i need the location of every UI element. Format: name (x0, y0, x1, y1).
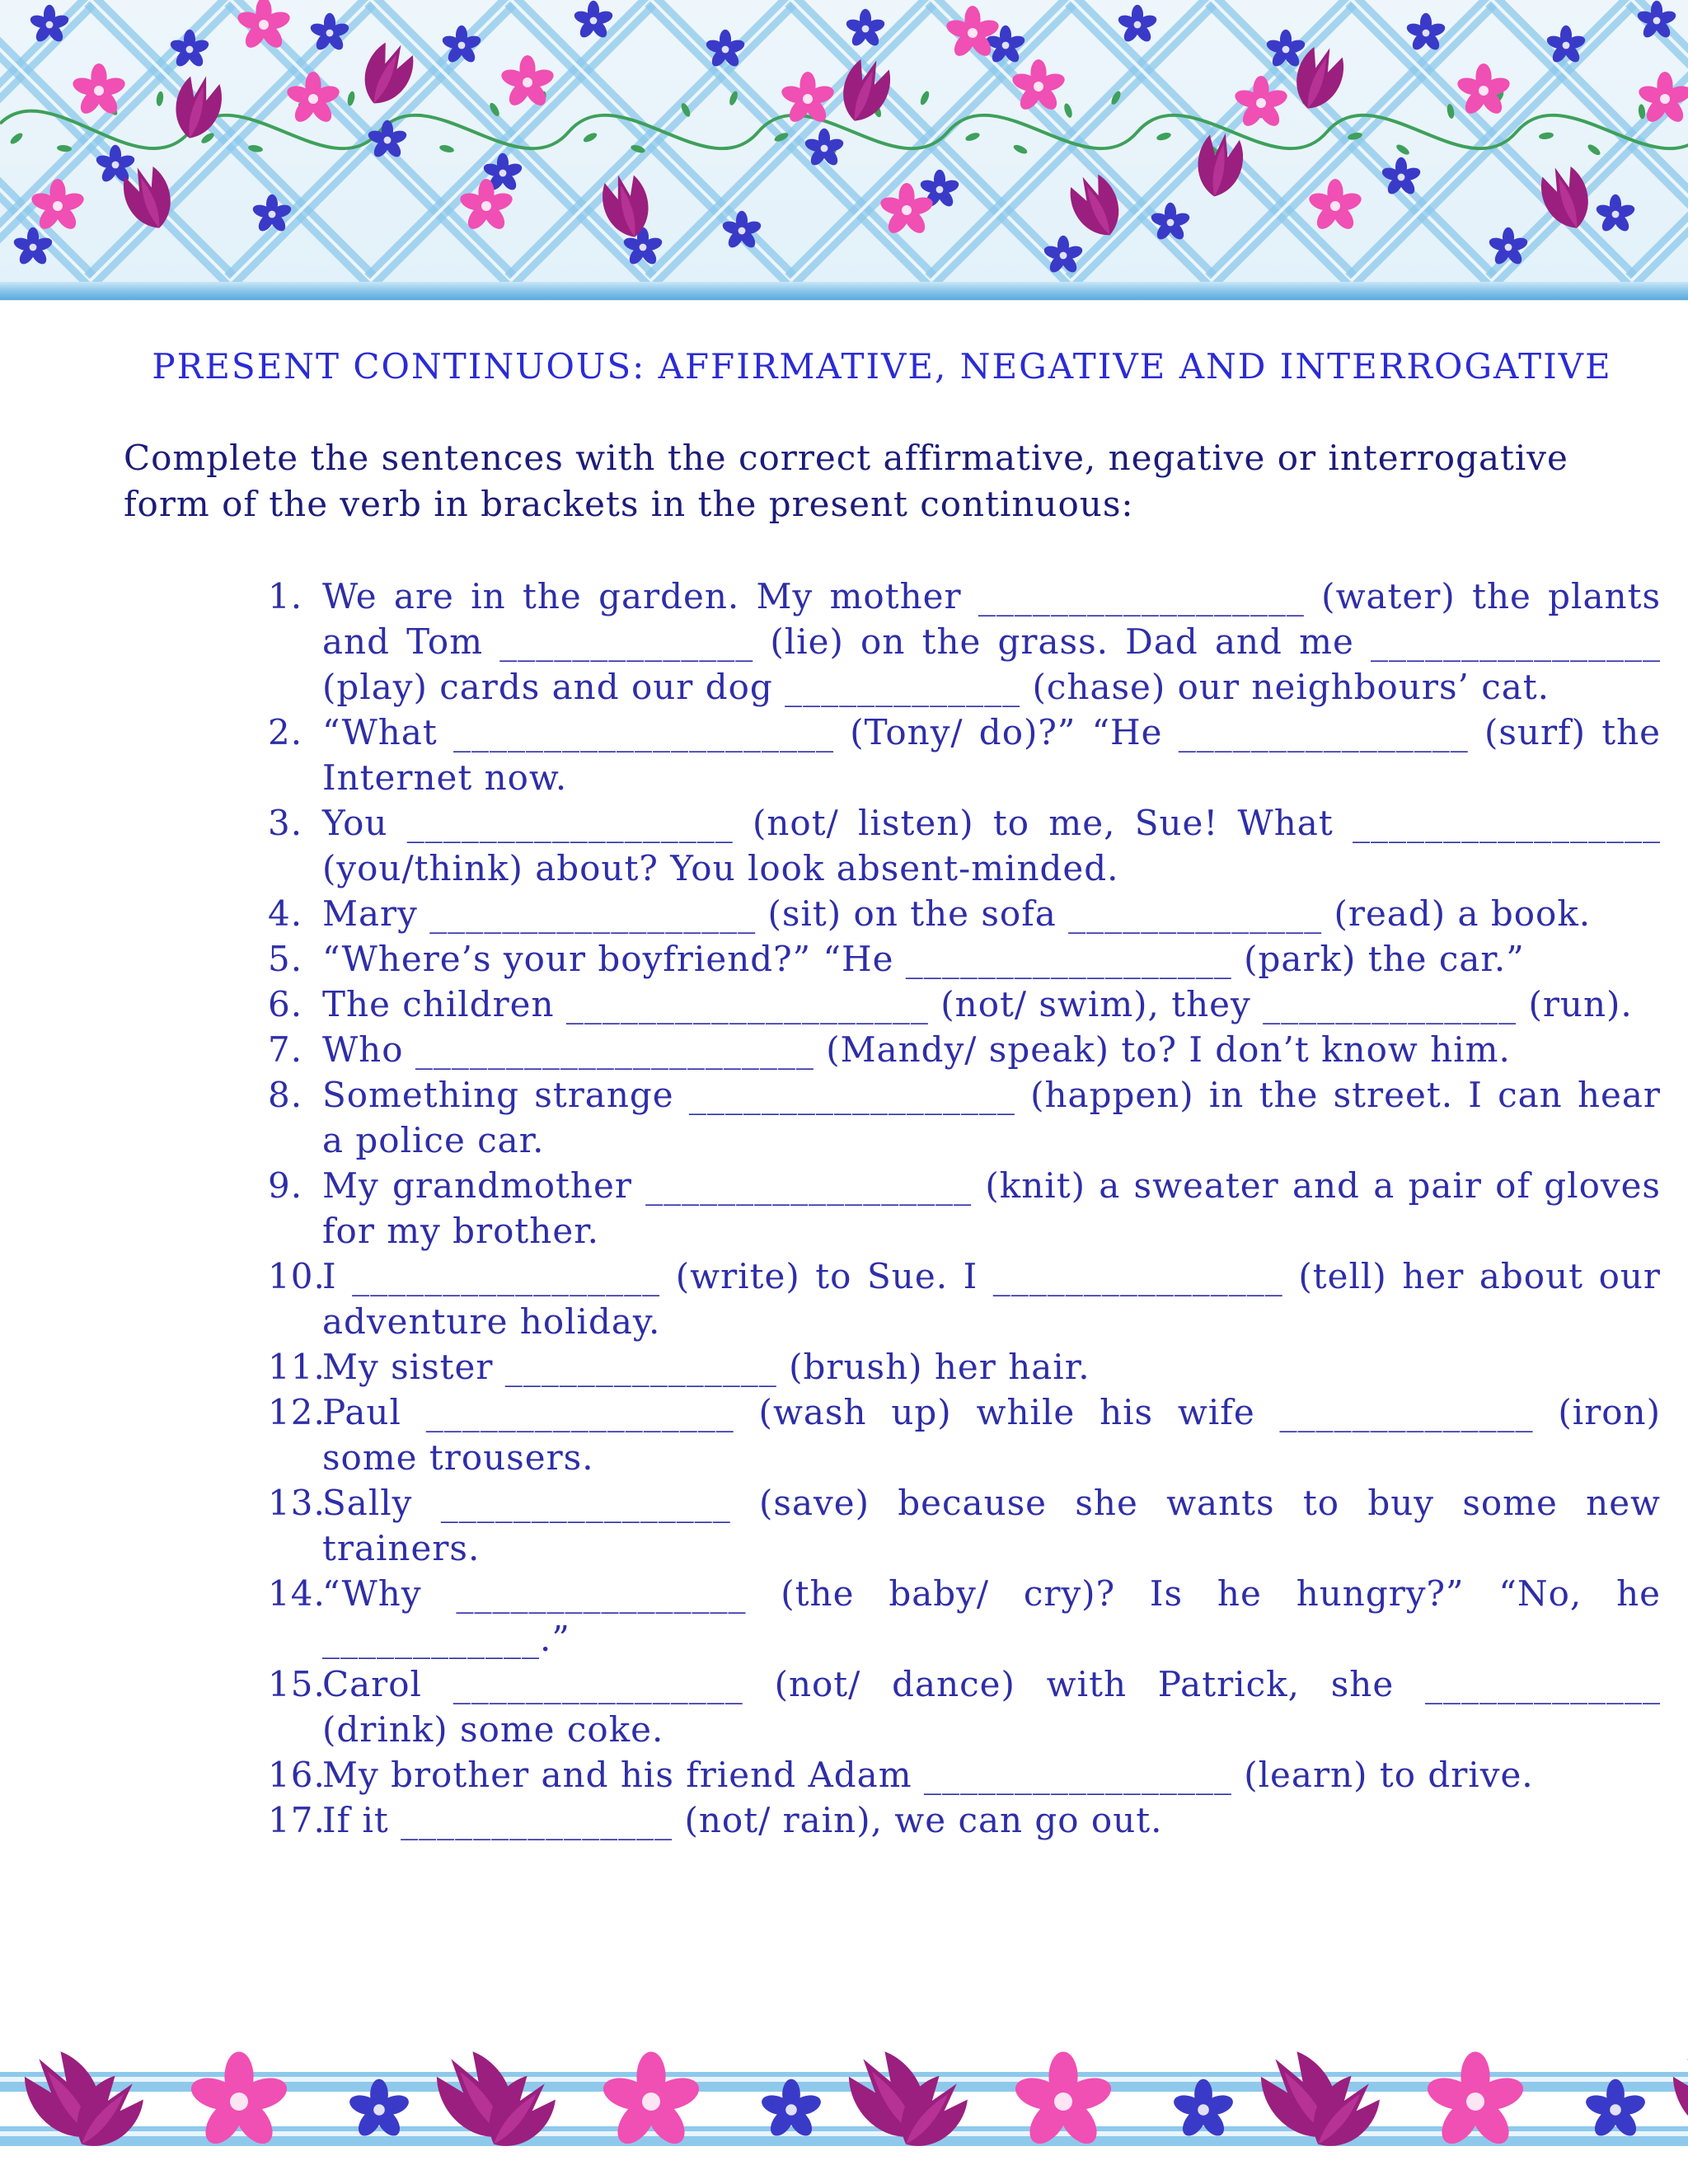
leaf-icon (156, 91, 164, 106)
exercise-number: 16. (268, 1755, 326, 1795)
exercise-number: 8. (268, 1075, 303, 1115)
leaf-icon (1395, 143, 1410, 157)
exercise-item (268, 1480, 1661, 1571)
exercise-number: 4. (268, 893, 303, 934)
exercise-number: 1. (268, 576, 303, 616)
exercise-sentence: If it _______________ (not/ rain), we can go out. (322, 1800, 1163, 1840)
leaf-icon (1156, 131, 1172, 142)
exercise-sentence: The children ____________________ (not/ swim), they ______________ (run). (322, 984, 1633, 1024)
exercise-number: 12. (268, 1392, 326, 1432)
leaf-icon (346, 91, 356, 106)
exercise-item (268, 1072, 1661, 1163)
top-border-rule (0, 282, 1688, 300)
leaf-icon (1539, 132, 1554, 140)
leaf-icon (964, 131, 981, 143)
exercise-item (268, 1661, 1661, 1752)
exercise-item (268, 1571, 1661, 1661)
exercise-number: 15. (268, 1664, 326, 1704)
exercise-list (268, 574, 1661, 1843)
leaf-icon (1012, 143, 1029, 156)
exercise-sentence: “Why ________________ (the baby/ cry)? Is he hungry?” “No, he ____________.” (322, 1573, 1661, 1659)
exercise-sentence: “What _____________________ (Tony/ do)?” “He ________________ (surf) the Internet now. (322, 712, 1661, 798)
exercise-number: 7. (268, 1029, 303, 1070)
top-floral-border (0, 0, 1688, 301)
worksheet-title: PRESENT CONTINUOUS: AFFIRMATIVE, NEGATIVE AND INTERROGATIVE (152, 346, 1612, 387)
exercise-number: 3. (268, 803, 303, 843)
exercise-number: 6. (268, 984, 303, 1024)
exercise-item (268, 936, 1661, 982)
exercise-sentence: My brother and his friend Adam _________________ (learn) to drive. (322, 1755, 1534, 1795)
exercise-sentence: “Where’s your boyfriend?” “He __________________ (park) the car.” (322, 939, 1525, 979)
exercise-number: 2. (268, 712, 303, 752)
exercise-sentence: You __________________ (not/ listen) to me, Sue! What _________________ (you/think) about? You look absent-minded. (322, 803, 1661, 888)
exercise-item (268, 982, 1661, 1027)
leaf-icon (438, 143, 454, 153)
exercise-item (268, 710, 1661, 800)
leaf-icon (1062, 102, 1073, 119)
exercise-item (268, 1390, 1661, 1480)
exercise-item (268, 1163, 1661, 1254)
exercise-sentence: My sister _______________ (brush) her hair. (322, 1347, 1090, 1387)
exercise-sentence: Mary __________________ (sit) on the sofa ______________ (read) a book. (322, 893, 1592, 934)
exercise-sentence: Paul _________________ (wash up) while his wife ______________ (iron) some trousers. (322, 1392, 1661, 1478)
exercise-number: 14. (268, 1573, 326, 1614)
exercise-sentence: Carol ________________ (not/ dance) with Patrick, she _____________ (drink) some coke. (322, 1664, 1661, 1750)
exercise-sentence: I _________________ (write) to Sue. I ________________ (tell) her about our adventure holiday. (322, 1256, 1661, 1342)
bottom-floral-border (0, 2036, 1688, 2184)
exercise-number: 9. (268, 1165, 303, 1206)
leaf-icon (919, 90, 931, 106)
floral-lattice-illustration (0, 0, 1688, 301)
exercise-item (268, 1797, 1661, 1843)
leaf-icon (9, 131, 25, 146)
blue-flower-icon (1117, 5, 1158, 45)
exercise-number: 17. (268, 1800, 326, 1840)
exercise-sentence: My grandmother __________________ (knit) a sweater and a pair of gloves for my brother. (322, 1165, 1661, 1251)
exercise-item (268, 1027, 1661, 1072)
exercise-item (268, 891, 1661, 936)
leaf-icon (582, 131, 598, 144)
exercise-item (268, 1752, 1661, 1797)
exercise-item (268, 800, 1661, 891)
exercise-item (268, 1254, 1661, 1344)
exercise-sentence: Something strange __________________ (happen) in the street. I can hear a police car. (322, 1075, 1661, 1160)
exercise-item (268, 574, 1661, 710)
floral-stripe-illustration (0, 2036, 1688, 2184)
leaf-icon (1586, 143, 1601, 157)
exercise-number: 13. (268, 1483, 326, 1523)
exercise-number: 10. (268, 1256, 326, 1296)
blue-flower-icon (1595, 194, 1636, 234)
exercise-item (268, 1344, 1661, 1390)
exercise-number: 5. (268, 939, 303, 979)
exercise-sentence: Sally ________________ (save) because she wants to buy some new trainers. (322, 1483, 1661, 1568)
exercise-sentence: Who ______________________ (Mandy/ speak) to? I don’t know him. (322, 1029, 1511, 1070)
exercise-number: 11. (268, 1347, 326, 1387)
worksheet-instructions: Complete the sentences with the correct affirmative, negative or interrogative form of the verb in brackets in the present continuous: (124, 438, 1568, 524)
exercise-sentence: We are in the garden. My mother __________________ (water) the plants and Tom ______________ (lie) on the grass. Dad and me ________________ (play) cards and our dog _____________ (chase) our neighbours’ cat. (322, 576, 1661, 707)
